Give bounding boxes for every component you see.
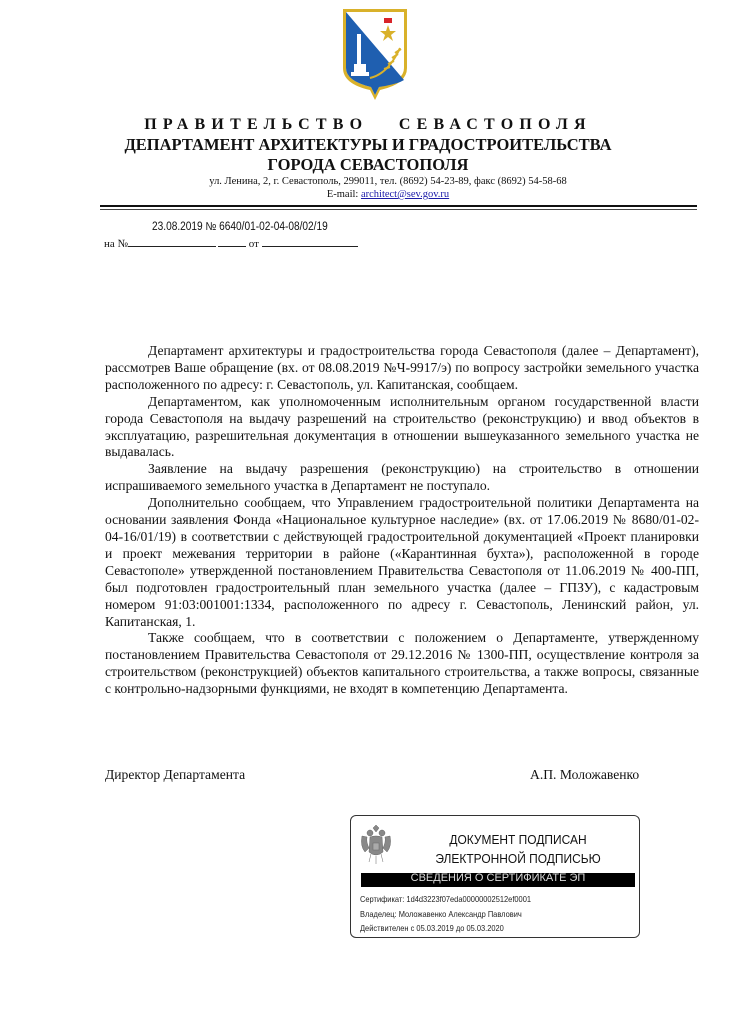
certificate-owner: Владелец: Моложавенко Александр Павлович xyxy=(360,909,522,919)
esig-title-line1: ДОКУМЕНТ ПОДПИСАН xyxy=(449,832,587,847)
certificate-validity: Действителен с 05.03.2019 до 05.03.2020 xyxy=(360,923,504,933)
outgoing-registration-number: 23.08.2019 № 6640/01-02-04-08/02/19 xyxy=(152,221,328,233)
certificate-info-label: СВЕДЕНИЯ О СЕРТИФИКАТЕ ЭП xyxy=(410,873,586,884)
from-date-blank xyxy=(262,238,358,247)
in-reply-label: на № xyxy=(104,238,129,250)
email-line xyxy=(20,189,736,200)
in-reply-number-blank xyxy=(128,238,216,247)
certificate-id: Сертификат: 1d4d3223f07eda00000002512ef0001 xyxy=(360,894,532,904)
department-title: ДЕПАРТАМЕНТ АРХИТЕКТУРЫ И ГРАДОСТРОИТЕЛЬСТВА xyxy=(124,135,612,154)
from-label: от xyxy=(248,238,259,250)
department-address: ул. Ленина, 2, г. Севастополь, 299011, тел. (8692) 54-23-89, факс (8692) 54-58-68 xyxy=(209,176,567,187)
email-link[interactable]: architect@sev.gov.ru xyxy=(360,189,450,200)
certificate-info-bar xyxy=(361,873,635,887)
header-divider xyxy=(100,205,697,207)
in-reply-number-blank-2 xyxy=(218,238,246,247)
esig-title-line2: ЭЛЕКТРОННОЙ ПОДПИСЬЮ xyxy=(435,851,601,866)
signatory-name: А.П. Моложавенко xyxy=(530,767,640,782)
paragraph-2: Департаментом, как уполномоченным исполнительным органом государственной власти города Севастополя на выдачу разрешений на строительство (реконструкцию) и ввод объектов в эксплуатацию, разрешительная документация в отношении вышеуказанного земельного участка не выдавалась. xyxy=(105,393,699,460)
letter-body xyxy=(105,343,699,698)
signatory-position: Директор Департамента xyxy=(105,767,246,782)
government-title: ПРАВИТЕЛЬСТВО СЕВАСТОПОЛЯ xyxy=(144,116,592,133)
electronic-signature-stamp xyxy=(350,815,640,938)
city-title: ГОРОДА СЕВАСТОПОЛЯ xyxy=(267,155,469,174)
paragraph-1: Департамент архитектуры и градостроительства города Севастополя (далее – Департамент), рассмотрев Ваше обращение (вх. от 08.08.2019 №Ч-9917/э) по вопросу застройки земельного участка расположенного по адресу: г. Севастополь, ул. Капитанская, сообщаем. xyxy=(105,343,699,392)
header-divider-thin xyxy=(100,209,697,210)
paragraph-4: Дополнительно сообщаем, что Управлением градостроительной политики Департамента на основании заявления Фонда «Национальное культурное наследие» (вх. от 17.06.2019 № 8680/01-02-04-16/01/19) в соответствии с действующей градостроительной документацией «Проект планировки и проект межевания территории в районе («Карантинная бухта»), расположенной в городе Севастополе» утвержденной постановлением Правительства Севастополя от 11.06.2019 № 400-ПП, был подготовлен градостроительный план земельного участка (далее – ГПЗУ), с кадастровым номером 91:03:001001:1334, расположенного по адресу г. Севастополь, Ленинский район, ул. Капитанская, 1. xyxy=(105,495,699,629)
in-reply-line xyxy=(104,238,358,250)
email-label: E-mail: xyxy=(326,189,361,200)
sevastopol-coat-of-arms-icon xyxy=(340,6,410,102)
russian-coat-of-arms-icon xyxy=(359,824,393,866)
paragraph-5: Также сообщаем, что в соответствии с положением о Департаменте, утвержденному постановлением Правительства Севастополя от 29.12.2016 № 1300-ПП, осуществление контроля за строительством (реконструкцией) объектов капитального строительства, а также вопросы, связанные с контрольно-надзорными функциями, не входят в компетенцию Департамента. xyxy=(105,630,699,697)
paragraph-3: Заявление на выдачу разрешения (реконструкцию) на строительство в отношении испрашиваемого земельного участка в Департамент не поступало. xyxy=(105,461,699,494)
